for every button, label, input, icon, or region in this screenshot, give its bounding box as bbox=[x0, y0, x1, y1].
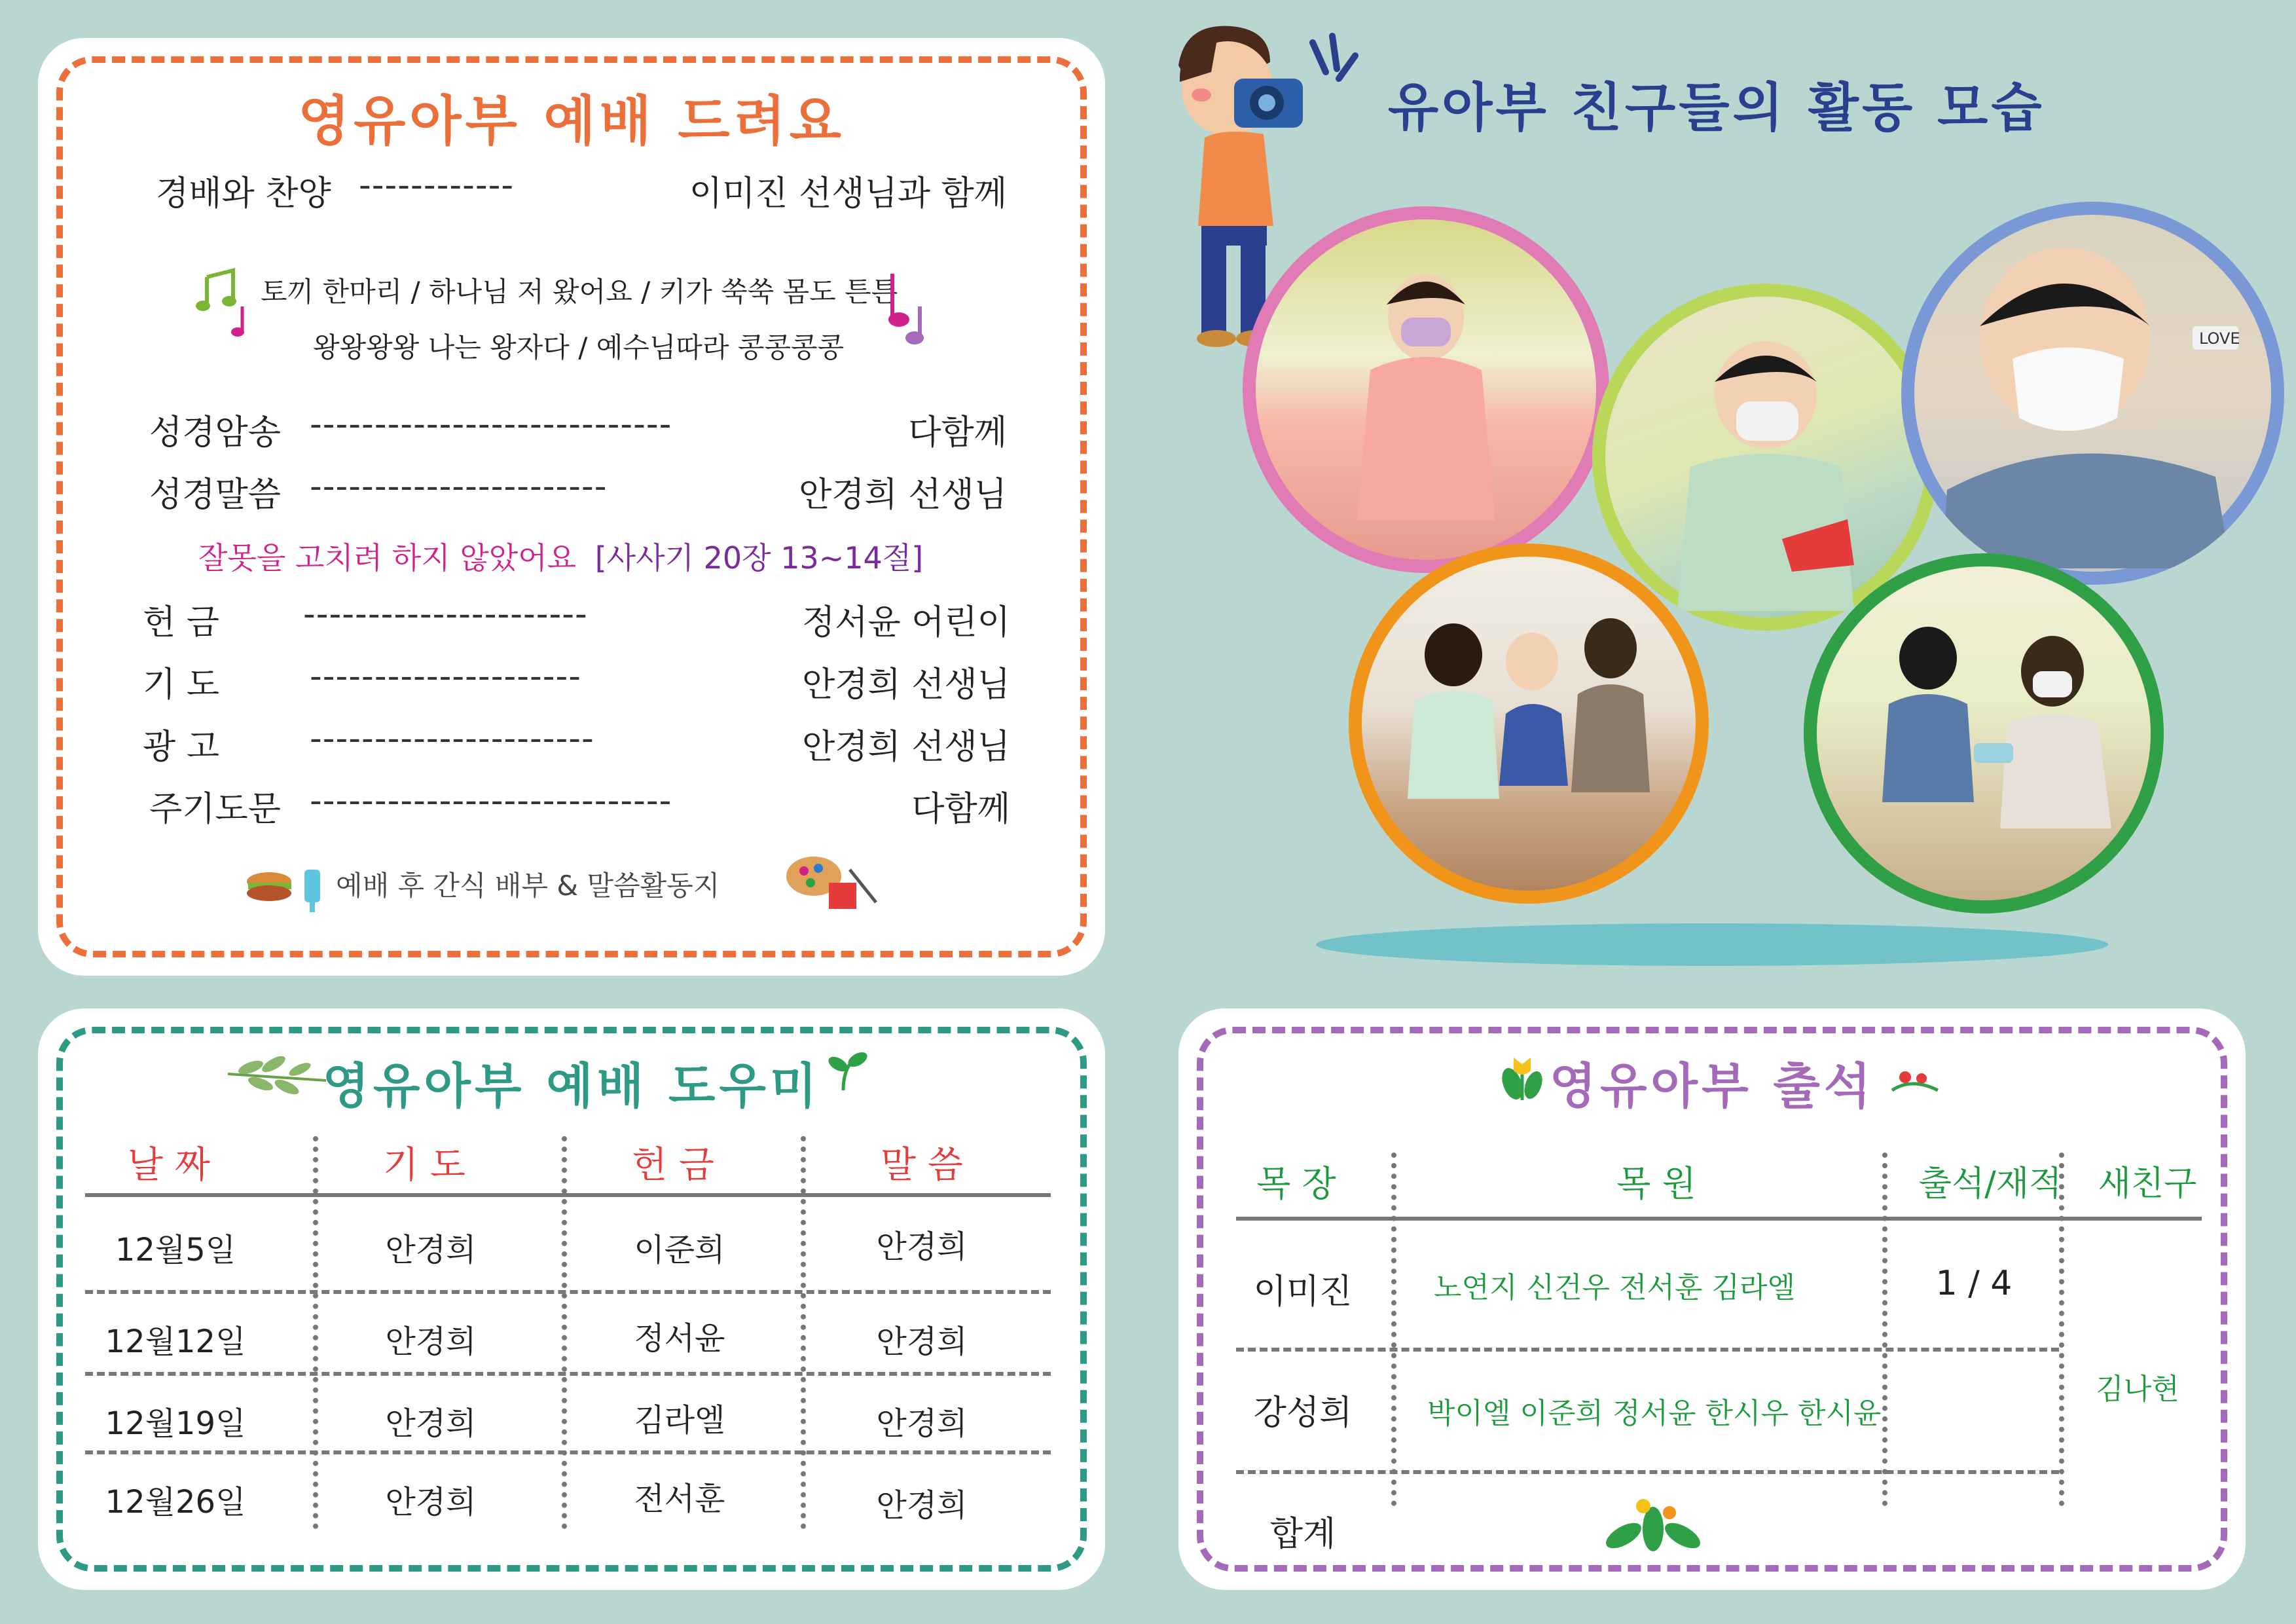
music-note-icon bbox=[879, 267, 938, 352]
mask-love-text: LOVE bbox=[2199, 329, 2240, 348]
songs-line-2: 왕왕왕왕 나는 왕자다 / 예수님따라 콩콩콩콩 bbox=[313, 331, 845, 363]
child-figure bbox=[1308, 246, 1544, 560]
worship-title: 영유아부 예배 드려요 bbox=[297, 90, 845, 153]
helpers-divider bbox=[562, 1136, 567, 1529]
attendance-panel bbox=[1178, 1008, 2246, 1590]
snack-icon bbox=[244, 857, 329, 915]
worship-order-panel bbox=[38, 38, 1105, 976]
recitation-value: 다함께 bbox=[908, 413, 1007, 452]
worship-row-sermon bbox=[149, 467, 1007, 513]
helpers-header-offering: 헌 금 bbox=[632, 1144, 714, 1187]
helpers-prayer: 안경희 bbox=[385, 1232, 477, 1268]
worship-row-announcement bbox=[143, 719, 1010, 765]
praise-label: 경배와 찬양 bbox=[156, 174, 331, 213]
attendance-divider bbox=[2059, 1153, 2064, 1506]
attendance-members: 노연지 신건우 전서훈 김라엘 bbox=[1434, 1271, 1796, 1304]
announcement-value: 안경희 선생님 bbox=[802, 728, 1010, 767]
attendance-header-rule bbox=[1236, 1217, 2202, 1221]
helpers-title: 영유아부 예배 도우미 bbox=[322, 1058, 821, 1115]
attendance-divider bbox=[1882, 1153, 1887, 1506]
sermon-value: 안경희 선생님 bbox=[799, 475, 1007, 515]
announcement-leader: ---------------------- bbox=[310, 719, 594, 758]
photo-circle-3 bbox=[1901, 202, 2284, 585]
helpers-header-sermon: 말 씀 bbox=[881, 1144, 963, 1187]
attendance-leader: 강성희 bbox=[1253, 1393, 1353, 1433]
helpers-prayer: 안경희 bbox=[385, 1323, 477, 1360]
helpers-row-rule bbox=[85, 1372, 1051, 1376]
worship-helpers-panel bbox=[38, 1008, 1105, 1590]
photo-circle-2 bbox=[1592, 284, 1939, 631]
worship-footer: 예배 후 간식 배부 & 말씀활동지 bbox=[336, 870, 720, 902]
verse-reference: [사사기 20장 13~14절] bbox=[594, 540, 924, 576]
helpers-offering: 전서훈 bbox=[634, 1481, 725, 1517]
verse-text: 잘못을 고치려 하지 않았어요 bbox=[198, 540, 577, 576]
worship-row-praise bbox=[156, 166, 1007, 212]
photo-shadow-ellipse bbox=[1316, 923, 2108, 966]
attendance-divider bbox=[1391, 1153, 1396, 1506]
activity-title: 유아부 친구들의 활동 모습 bbox=[1388, 77, 2045, 138]
helpers-offering: 정서윤 bbox=[634, 1320, 725, 1357]
helpers-row-rule bbox=[85, 1290, 1051, 1294]
flower-bush-icon bbox=[1597, 1490, 1709, 1555]
prayer-label: 기 도 bbox=[143, 665, 219, 705]
sprout-icon bbox=[824, 1048, 869, 1094]
helpers-sermon: 안경희 bbox=[876, 1228, 968, 1265]
recitation-label: 성경암송 bbox=[149, 413, 281, 452]
sermon-leader: ----------------------- bbox=[310, 467, 608, 506]
attendance-header-members: 목 원 bbox=[1616, 1163, 1696, 1204]
attendance-header-count: 출석/재적 bbox=[1918, 1164, 2062, 1204]
child-figure bbox=[1651, 323, 1887, 611]
helpers-sermon: 안경희 bbox=[876, 1405, 968, 1442]
new-friend-name: 김나현 bbox=[2096, 1373, 2179, 1406]
prayer-value: 안경희 선생님 bbox=[802, 665, 1010, 705]
helpers-offering: 이준희 bbox=[634, 1232, 725, 1268]
offering-value: 정서윤 어린이 bbox=[802, 603, 1010, 642]
praise-leader: ------------ bbox=[359, 166, 515, 205]
music-note-icon bbox=[228, 303, 254, 342]
recitation-leader: ---------------------------- bbox=[310, 405, 672, 444]
helpers-row-rule bbox=[85, 1450, 1051, 1454]
offering-leader: ---------------------- bbox=[303, 595, 588, 634]
songs-line-1: 토끼 한마리 / 하나님 저 왔어요 / 키가 쑥쑥 몸도 튼튼 bbox=[261, 276, 898, 308]
attendance-leader: 이미진 bbox=[1253, 1272, 1353, 1312]
attendance-total-label: 합계 bbox=[1269, 1515, 1336, 1554]
worship-row-offering bbox=[143, 595, 1010, 640]
attendance-row-rule bbox=[1236, 1348, 2059, 1352]
worship-row-lords-prayer bbox=[149, 781, 1010, 827]
helpers-date: 12월19일 bbox=[105, 1405, 246, 1442]
palette-icon bbox=[784, 850, 883, 915]
lords-prayer-leader: ---------------------------- bbox=[310, 781, 672, 821]
photo-circle-5 bbox=[1804, 553, 2164, 913]
helpers-header-prayer: 기 도 bbox=[383, 1144, 465, 1187]
helpers-divider bbox=[801, 1136, 806, 1529]
lords-prayer-label: 주기도문 bbox=[149, 790, 281, 829]
helpers-header-date: 날 짜 bbox=[128, 1144, 210, 1187]
bible-verse bbox=[198, 534, 923, 578]
flower-icon bbox=[1886, 1064, 1944, 1097]
helpers-sermon: 안경희 bbox=[876, 1487, 968, 1524]
helpers-date: 12월5일 bbox=[115, 1232, 236, 1268]
sermon-label: 성경말씀 bbox=[149, 475, 281, 515]
helpers-offering: 김라엘 bbox=[634, 1402, 725, 1439]
offering-label: 헌 금 bbox=[143, 603, 219, 642]
helpers-prayer: 안경희 bbox=[385, 1405, 477, 1442]
children-figures bbox=[1388, 583, 1676, 871]
child-figure bbox=[1927, 228, 2268, 568]
attendance-count: 1 / 4 bbox=[1935, 1264, 2013, 1303]
attendance-header-new: 새친구 bbox=[2098, 1164, 2197, 1204]
helpers-header-rule bbox=[85, 1193, 1051, 1197]
photo-circle-4 bbox=[1349, 544, 1709, 904]
helpers-divider bbox=[313, 1136, 318, 1529]
attendance-row-rule bbox=[1236, 1470, 2059, 1474]
helpers-date: 12월26일 bbox=[105, 1484, 246, 1521]
helpers-sermon: 안경희 bbox=[876, 1323, 968, 1360]
helpers-date: 12월12일 bbox=[105, 1323, 246, 1360]
praise-value: 이미진 선생님과 함께 bbox=[689, 174, 1007, 213]
attendance-header-leader: 목 장 bbox=[1256, 1163, 1336, 1204]
child-and-teacher-figures bbox=[1843, 593, 2131, 881]
attendance-title: 영유아부 출석 bbox=[1549, 1058, 1875, 1115]
announcement-label: 광 고 bbox=[143, 728, 219, 767]
worship-row-prayer bbox=[143, 657, 1010, 703]
helpers-prayer: 안경희 bbox=[385, 1484, 477, 1521]
prayer-leader: --------------------- bbox=[310, 657, 582, 696]
lords-prayer-value: 다함께 bbox=[911, 790, 1010, 829]
photo-circle-1 bbox=[1243, 206, 1609, 573]
worship-row-recitation bbox=[149, 405, 1007, 451]
attendance-members: 박이엘 이준희 정서윤 한시우 한시윤 bbox=[1427, 1397, 1882, 1430]
